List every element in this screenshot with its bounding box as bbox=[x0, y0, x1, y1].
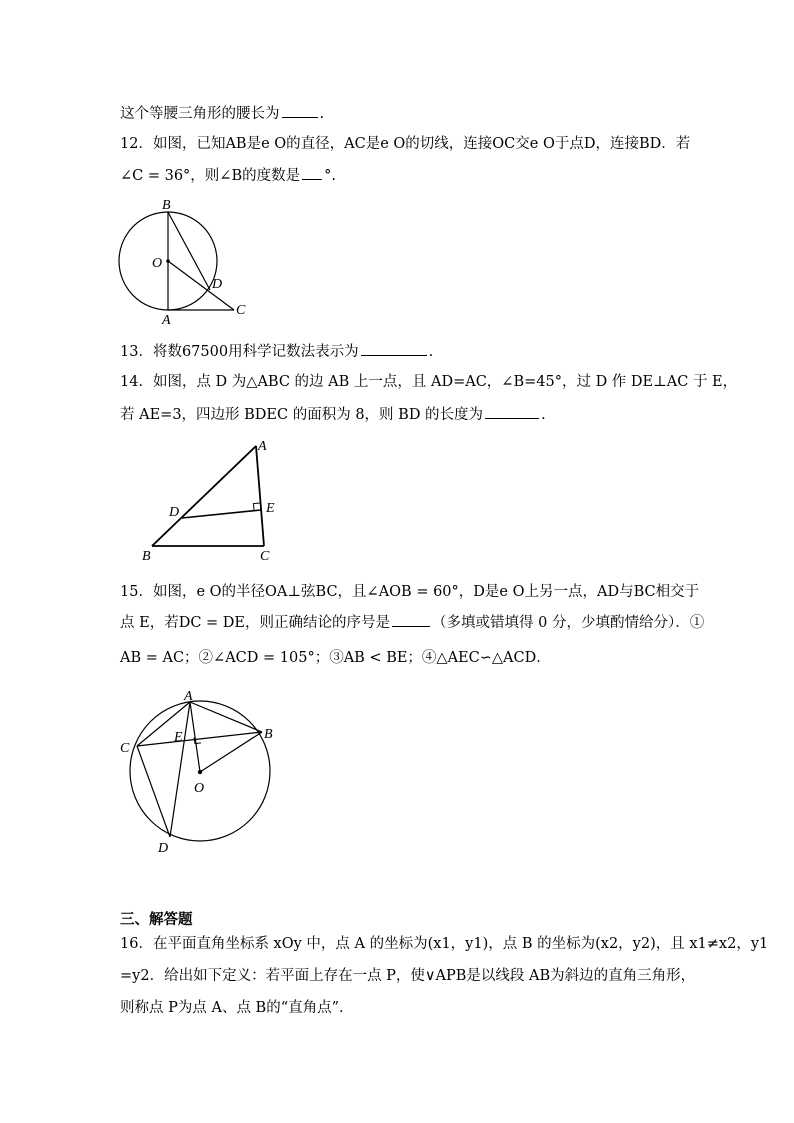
label-b: B bbox=[142, 549, 151, 564]
side-ba bbox=[152, 446, 256, 546]
label-d: D bbox=[212, 277, 223, 292]
q16-line1: 16．在平面直角坐标系 xOy 中，点 A 的坐标为(x1，y1)，点 B 的坐标为(x2，y2)，且 x1≠x2，y1 bbox=[120, 936, 769, 952]
answer-blank[interactable] bbox=[282, 103, 318, 118]
q13-end: . bbox=[428, 344, 434, 360]
q15-line2-end: （多填或错填得 0 分，少填酌情给分）．① bbox=[432, 615, 705, 631]
radius-oa bbox=[190, 702, 200, 772]
answer-blank[interactable] bbox=[392, 612, 430, 627]
label-c: C bbox=[120, 741, 130, 756]
q14-line2-text: 若 AE=3，四边形 BDEC 的面积为 8，则 BD 的长度为 bbox=[120, 407, 484, 423]
label-a: A bbox=[258, 439, 267, 454]
q16-line2: =y2．给出如下定义：若平面上存在一点 P，使∨APB是以线段 AB为斜边的直角三角形， bbox=[120, 968, 696, 984]
q14-line2-end: . bbox=[541, 407, 546, 423]
q14-triangle-figure bbox=[140, 436, 290, 564]
label-c: C bbox=[236, 303, 246, 318]
answer-blank[interactable] bbox=[485, 404, 539, 419]
segment-oc bbox=[168, 261, 234, 310]
q12-line1: 12．如图，已知AB是e O的直径，AC是e O的切线，连接OC交e O于点D，连接BD．若 bbox=[120, 136, 691, 152]
q11-tail-end: . bbox=[319, 106, 325, 122]
segment-de bbox=[182, 510, 261, 518]
q14-line2 bbox=[120, 404, 546, 425]
center-point bbox=[166, 259, 170, 263]
q15-circle-figure bbox=[112, 684, 292, 856]
label-e: E bbox=[174, 730, 183, 745]
q12-line2-end: °. bbox=[324, 168, 336, 184]
label-b: B bbox=[264, 727, 273, 742]
center-point bbox=[198, 770, 202, 774]
label-o: O bbox=[194, 781, 205, 796]
label-a: A bbox=[184, 689, 193, 704]
label-e: E bbox=[266, 501, 275, 516]
q16-line3: 则称点 P为点 A、点 B的“直角点”． bbox=[120, 1000, 354, 1016]
label-b: B bbox=[162, 198, 171, 213]
q15-line3: AB = AC；②∠ACD = 105°；③AB < BE；④△AEC∽△ACD． bbox=[120, 650, 551, 666]
q11-tail-line bbox=[120, 103, 324, 124]
side-ac bbox=[256, 446, 264, 546]
q12-line2-text: ∠C = 36°，则∠B的度数是 bbox=[120, 168, 301, 184]
q14-line1: 14．如图，点 D 为△ABC 的边 AB 上一点，且 AD=AC，∠B=45°，过 D 作 DE⊥AC 于 E， bbox=[120, 374, 738, 390]
q13-line bbox=[120, 341, 433, 362]
q12-circle-figure bbox=[112, 196, 262, 326]
q13-text: 13．将数67500用科学记数法表示为 bbox=[120, 344, 359, 360]
label-d: D bbox=[169, 505, 180, 520]
q12-line2 bbox=[120, 165, 336, 186]
q15-line1: 15．如图，e O的半径OA⊥弦BC，且∠AOB = 60°，D是e O上另一点，AD与BC相交于 bbox=[120, 584, 700, 600]
label-d: D bbox=[158, 841, 169, 856]
q11-tail-text: 这个等腰三角形的腰长为 bbox=[120, 106, 280, 122]
answer-blank[interactable] bbox=[361, 341, 427, 356]
q15-line2-text: 点 E，若DC = DE，则正确结论的序号是 bbox=[120, 615, 390, 631]
section-title: 三、解答题 bbox=[120, 912, 193, 928]
q15-line2 bbox=[120, 612, 704, 633]
segment-bd bbox=[168, 212, 210, 290]
label-o: O bbox=[152, 256, 163, 271]
answer-blank[interactable] bbox=[302, 165, 322, 180]
label-c: C bbox=[260, 549, 270, 564]
chord-ad bbox=[170, 702, 190, 837]
label-a: A bbox=[162, 313, 171, 326]
